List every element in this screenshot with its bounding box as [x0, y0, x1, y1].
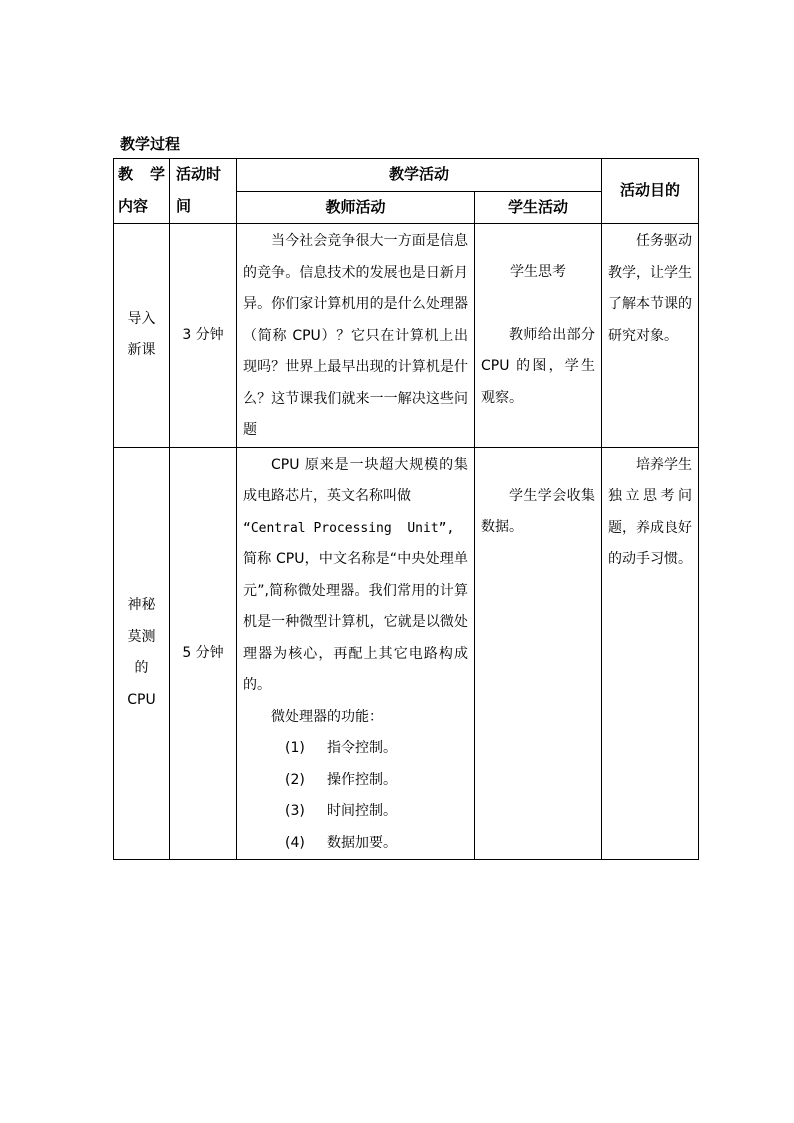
header-content-line-1: 教 学	[118, 165, 165, 183]
row2-student-activity: 学生学会收集数据。	[475, 447, 602, 860]
row2-content	[114, 447, 170, 860]
row1-content	[114, 224, 170, 448]
row2-teacher-p2: 微处理器的功能：	[271, 708, 383, 725]
row2-teacher-activity	[237, 447, 475, 860]
row2-content-line-2: 莫测	[127, 628, 156, 645]
function-item: (1) 指令控制。	[285, 740, 397, 756]
table-row	[114, 447, 699, 860]
header-content-line-2: 内容	[118, 196, 149, 215]
table-row	[114, 224, 699, 448]
row2-content-line-1: 神秘	[127, 597, 156, 614]
header-row-1	[114, 159, 699, 192]
header-activity: 教学活动	[237, 159, 602, 192]
row2-teacher-p1c: 简称 CPU，中文名称是“中央处理单元”,简称微处理器。我们常用的计算机是一种微型计算机，它就是以微处理器为核心，再配上其它电路构成的。	[243, 551, 468, 693]
row1-goal: 任务驱动教学，让学生了解本节课的研究对象。	[602, 224, 699, 448]
header-goal: 活动目的	[602, 159, 699, 224]
function-item: (4) 数据加要。	[285, 834, 397, 851]
header-teacher: 教师活动	[237, 191, 475, 224]
header-content	[114, 159, 170, 224]
header-time	[170, 159, 237, 224]
row2-goal: 培养学生独立思考问题，养成良好的动手习惯。	[602, 447, 699, 860]
row2-teacher-p1a: CPU 原来是一块超大规模的集成电路芯片，英文名称叫做	[243, 456, 468, 504]
row2-content-line-4: CPU	[127, 691, 156, 708]
row1-content-line-1: 导入	[127, 310, 156, 327]
header-time-line-2: 间	[176, 196, 192, 215]
header-student: 学生活动	[475, 191, 602, 224]
row1-teacher-activity: 当今社会竞争很大一方面是信息的竞争。信息技术的发展也是日新月异。你们家计算机用的是什么处理器（简称 CPU）？它只在计算机上出现吗？世界上最早出现的计算机是什么？这节课我们就来一一解决这些问题	[237, 224, 475, 448]
function-item: (2) 操作控制。	[285, 771, 397, 788]
row1-time: 3 分钟	[170, 224, 237, 448]
row2-teacher-p1b: “Central Processing Unit”,	[243, 520, 455, 536]
section-title: 教学过程	[120, 135, 181, 153]
row1-student-p1: 学生思考	[510, 264, 566, 280]
row2-time: 5 分钟	[170, 447, 237, 860]
row1-content-line-2: 新课	[127, 342, 156, 359]
row2-content-line-3: 的	[134, 660, 149, 677]
function-item: (3) 时间控制。	[285, 803, 397, 819]
row1-student-activity	[475, 224, 602, 448]
row1-student-p2: 教师给出部分 CPU 的图，学生观察。	[481, 326, 596, 406]
lesson-table	[113, 158, 699, 860]
header-time-line-1: 活动时	[176, 165, 222, 183]
